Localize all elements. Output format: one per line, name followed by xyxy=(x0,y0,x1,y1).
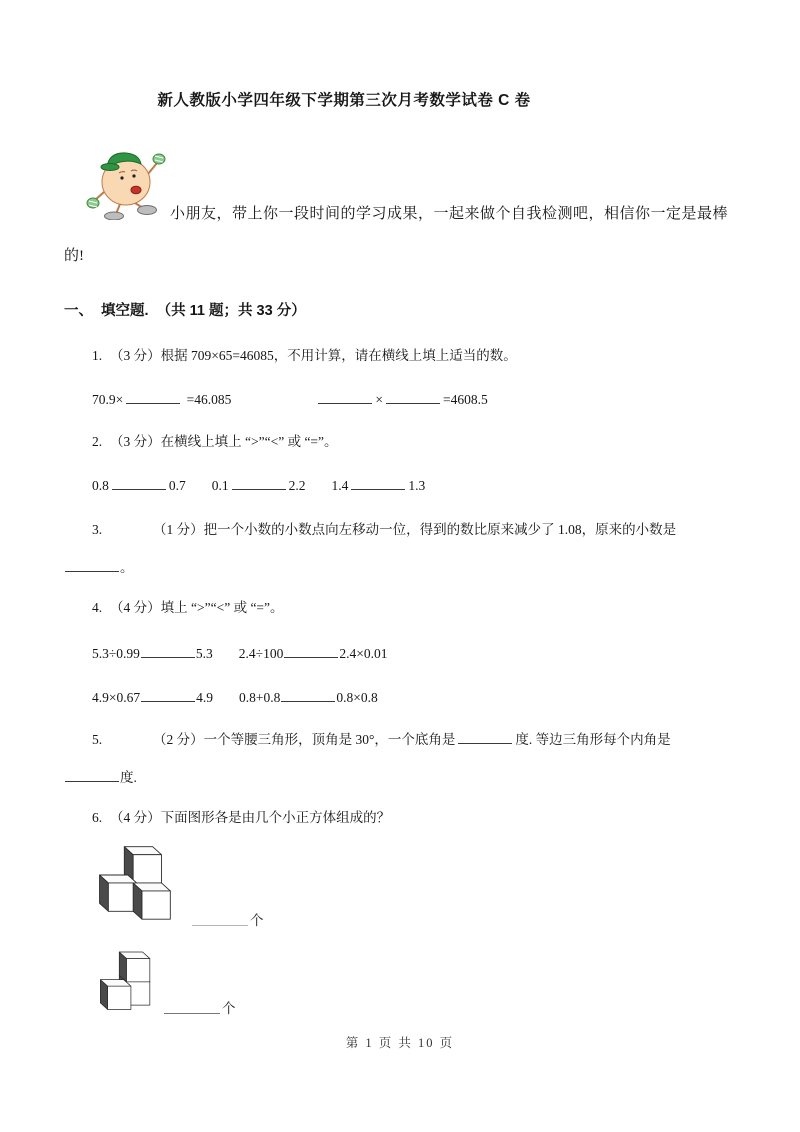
expression-segment: 70.9× xyxy=(92,392,124,407)
question-1 xyxy=(64,346,736,410)
compare-right: 1.3 xyxy=(408,478,426,493)
intro-text-line2: 的! xyxy=(64,248,84,264)
compare-right: 0.8×0.8 xyxy=(336,690,378,705)
answer-line xyxy=(92,476,736,496)
compare-left: 4.9×0.67 xyxy=(92,690,141,705)
question-3 xyxy=(64,520,736,578)
compare-right: 5.3 xyxy=(195,646,213,661)
compare-right: 4.9 xyxy=(196,690,213,705)
answer-blank xyxy=(164,1009,220,1014)
answer-line xyxy=(92,688,736,708)
doc-title: 新人教版小学四年级下学期第三次月考数学试卷 C 卷 xyxy=(157,92,531,109)
answer-blank xyxy=(284,644,338,658)
compare-left: 2.4÷100 xyxy=(238,646,284,661)
answer-blank xyxy=(126,390,180,404)
question-stem-line xyxy=(92,598,736,618)
answer-line xyxy=(92,390,736,410)
answer-blank xyxy=(458,730,512,744)
answer-blank xyxy=(192,921,248,926)
cube-stack-figure-2-icon xyxy=(96,951,160,1017)
compare-left: 0.1 xyxy=(211,478,229,493)
question-4 xyxy=(64,598,736,708)
answer-line xyxy=(64,768,736,788)
question-stem: （3 分）在横线上填上 “>”“<” 或 “=”。 xyxy=(110,434,338,449)
question-stem-line xyxy=(92,432,736,452)
question-number: 5. xyxy=(92,732,103,747)
question-5 xyxy=(64,730,736,788)
cube-figure-row-2 xyxy=(96,951,736,1017)
answer-blank xyxy=(232,476,286,490)
unit-label: 个 xyxy=(222,1001,236,1016)
answer-blank xyxy=(351,476,405,490)
answer-line xyxy=(64,558,736,578)
intro-text-line1: 小朋友，带上你一段时间的学习成果，一起来做个自我检测吧，相信你一定是最棒 xyxy=(170,206,729,222)
question-stem-line xyxy=(92,730,736,750)
question-number: 1. xyxy=(92,348,103,363)
question-stem-continued: 度. 等边三角形每个内角是 xyxy=(515,732,671,747)
question-number: 3. xyxy=(92,522,103,537)
question-2 xyxy=(64,432,736,496)
compare-right: 2.4×0.01 xyxy=(339,646,388,661)
compare-left: 5.3÷0.99 xyxy=(92,646,140,661)
answer-blank xyxy=(318,390,372,404)
question-6 xyxy=(64,808,736,1017)
page-footer: 第 1 页 共 10 页 xyxy=(345,1036,455,1050)
cube-figure-row-1 xyxy=(96,844,736,929)
question-stem: （2 分）一个等腰三角形，顶角是 30°，一个底角是 xyxy=(153,732,456,747)
expression-segment: × xyxy=(375,392,383,407)
answer-blank xyxy=(65,558,119,572)
question-stem: （3 分）根据 709×65=46085，不用计算，请在横线上填上适当的数。 xyxy=(110,348,517,363)
answer-blank xyxy=(141,644,195,658)
compare-left: 0.8+0.8 xyxy=(239,690,281,705)
answer-blank xyxy=(65,768,119,782)
question-number: 2. xyxy=(92,434,103,449)
intro-section xyxy=(64,140,736,265)
question-stem: （1 分）把一个小数的小数点向左移动一位，得到的数比原来减少了 1.08，原来的小数是 xyxy=(153,522,677,537)
question-number: 6. xyxy=(92,810,103,825)
answer-blank xyxy=(141,688,195,702)
answer-blank xyxy=(281,688,335,702)
sentence-tail: 度. xyxy=(120,770,137,785)
compare-left: 1.4 xyxy=(331,478,349,493)
question-number: 4. xyxy=(92,600,103,615)
sentence-tail: 。 xyxy=(120,560,134,575)
cartoon-kid-icon xyxy=(86,140,166,220)
cube-stack-figure-1-icon xyxy=(96,844,188,929)
compare-left: 0.8 xyxy=(92,478,109,493)
question-stem: （4 分）填上 “>”“<” 或 “=”。 xyxy=(110,600,284,615)
question-stem-line xyxy=(92,520,736,540)
answer-blank xyxy=(386,390,440,404)
unit-label: 个 xyxy=(250,913,264,928)
expression-segment: =46.085 xyxy=(183,392,232,407)
question-stem-line xyxy=(92,808,736,828)
compare-right: 0.7 xyxy=(168,478,186,493)
answer-blank xyxy=(112,476,166,490)
answer-line xyxy=(92,644,736,664)
expression-segment: =4608.5 xyxy=(443,392,488,407)
compare-right: 2.2 xyxy=(288,478,306,493)
question-stem: （4 分）下面图形各是由几个小正方体组成的？ xyxy=(110,810,391,825)
section-heading: 一、 填空题. （共 11 题；共 33 分） xyxy=(64,303,306,319)
question-stem-line xyxy=(92,346,736,366)
